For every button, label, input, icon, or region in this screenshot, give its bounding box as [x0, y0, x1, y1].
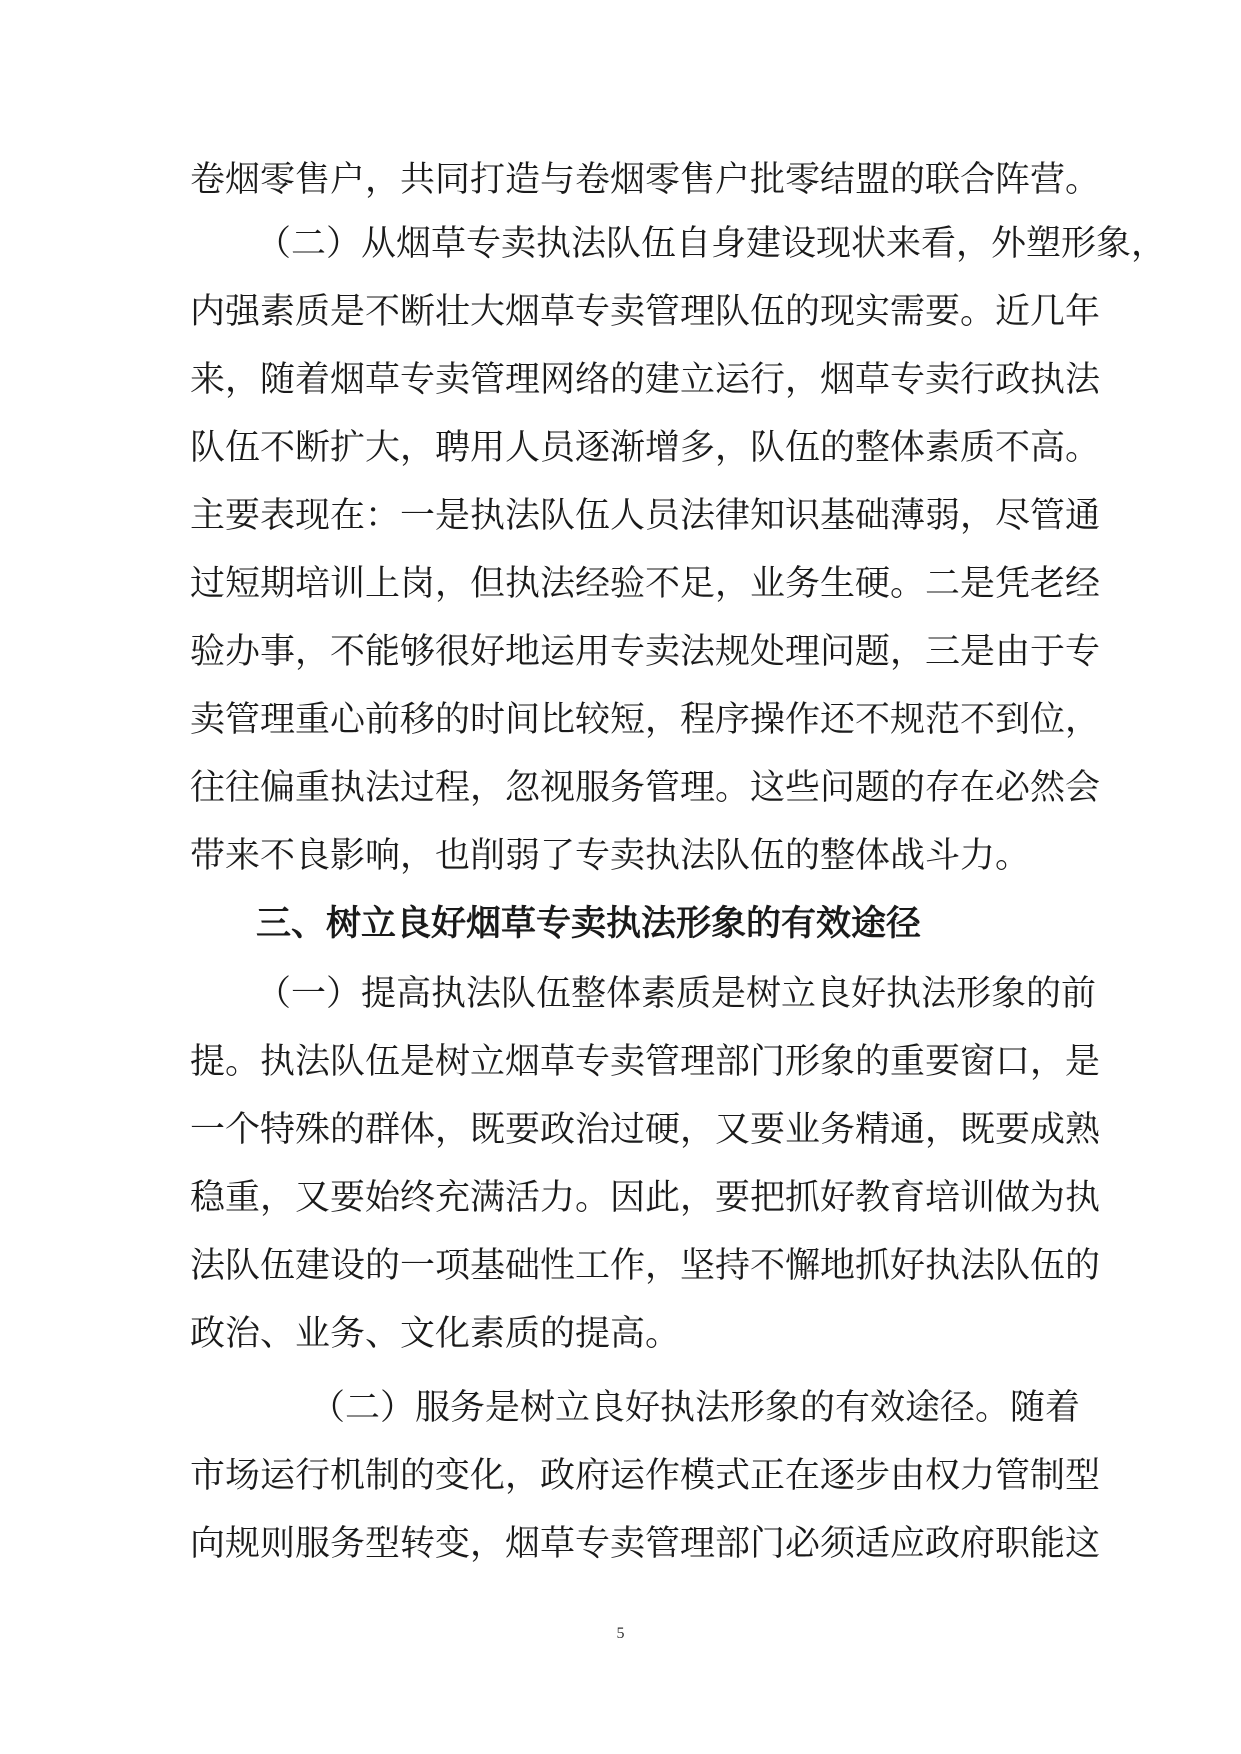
- text-line: 卷烟零售户，共同打造与卷烟零售户批零结盟的联合阵营。: [190, 160, 1101, 200]
- paragraph-start-line: （二）从烟草专卖执法队伍自身建设现状来看，外塑形象，: [256, 224, 1167, 264]
- text-line: 向规则服务型转变，烟草专卖管理部门必须适应政府职能这: [190, 1524, 1101, 1564]
- page-number: 5: [616, 1625, 625, 1642]
- text-line: 验办事，不能够很好地运用专卖法规处理问题，三是由于专: [190, 632, 1101, 672]
- text-line: 市场运行机制的变化，政府运作模式正在逐步由权力管制型: [190, 1456, 1101, 1496]
- paragraph-start-line: （一）提高执法队伍整体素质是树立良好执法形象的前: [256, 974, 1097, 1014]
- text-line: 一个特殊的群体，既要政治过硬，又要业务精通，既要成熟: [190, 1110, 1101, 1150]
- text-line: 内强素质是不断壮大烟草专卖管理队伍的现实需要。近几年: [190, 292, 1101, 332]
- text-line: 带来不良影响，也削弱了专卖执法队伍的整体战斗力。: [190, 836, 1031, 876]
- text-line: 过短期培训上岗，但执法经验不足，业务生硬。二是凭老经: [190, 564, 1101, 604]
- section-heading: 三、树立良好烟草专卖执法形象的有效途径: [256, 904, 922, 944]
- text-line: 来，随着烟草专卖管理网络的建立运行，烟草专卖行政执法: [190, 360, 1101, 400]
- text-line: 队伍不断扩大，聘用人员逐渐增多，队伍的整体素质不高。: [190, 428, 1101, 468]
- text-line: 政治、业务、文化素质的提高。: [190, 1314, 681, 1354]
- text-line: 稳重，又要始终充满活力。因此，要把抓好教育培训做为执: [190, 1178, 1101, 1218]
- text-line: 提。执法队伍是树立烟草专卖管理部门形象的重要窗口，是: [190, 1042, 1101, 1082]
- text-line: 卖管理重心前移的时间比较短，程序操作还不规范不到位，: [190, 700, 1101, 740]
- text-line: 法队伍建设的一项基础性工作，坚持不懈地抓好执法队伍的: [190, 1246, 1101, 1286]
- paragraph-start-line: （二）服务是树立良好执法形象的有效途径。随着: [310, 1388, 1081, 1428]
- text-line: 主要表现在：一是执法队伍人员法律知识基础薄弱，尽管通: [190, 496, 1101, 536]
- text-line: 往往偏重执法过程，忽视服务管理。这些问题的存在必然会: [190, 768, 1101, 808]
